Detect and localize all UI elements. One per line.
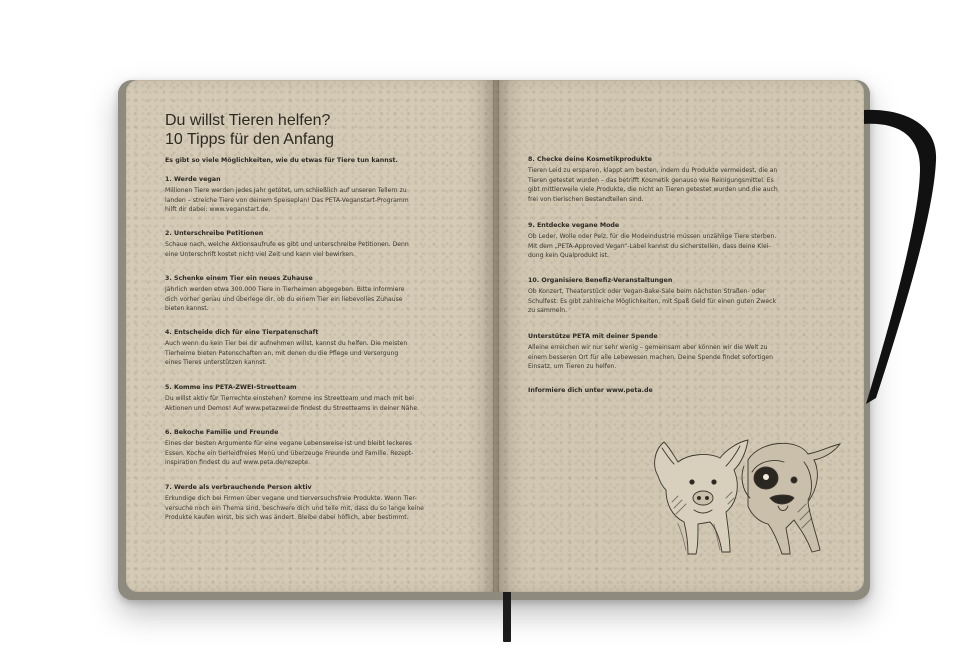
tip-line: Erkundige dich bei Firmen über vegane und tierversuchsfreie Produkte. Wenn Tier- (165, 495, 417, 502)
tip-line: Du willst aktiv für Tierrechte einstehen? Komme ins Streetteam und mach mit bei (165, 395, 414, 402)
tip-heading: 2. Unterschreibe Petitionen (165, 230, 264, 237)
closing-section (528, 386, 812, 396)
tip-heading: 10. Organisiere Benefiz-Veranstaltungen (528, 277, 673, 284)
tip-line: Schulfest: Es gibt zahlreiche Möglichkeiten, mit Spaß Geld für einen guten Zweck (528, 297, 777, 305)
tip-body (528, 232, 812, 261)
tip-body (165, 186, 449, 215)
tip-heading: 5. Komme ins PETA-ZWEI-Streetteam (165, 384, 297, 391)
donation-line: Alleine erreichen wir nur sehr wenig – gemeinsam aber können wir die Welt zu (528, 344, 768, 351)
tip-line: Essen. Koche ein tierleidfreies Menü und überzeuge Freunde und Familie. Rezept- (165, 449, 414, 457)
tip-line: dich vorher genau und überlege dir, ob du einem Tier ein liebevolles Zuhause (165, 295, 403, 303)
tip-line: Jährlich werden etwa 300.000 Tiere in Tierheimen abgegeben. Bitte informiere (165, 286, 405, 293)
tip-line: hilft dir dabei: www.veganstart.de. (165, 206, 271, 214)
tip-line: Millionen Tiere werden jedes Jahr getötet, um schließlich auf unseren Tellern zu (165, 187, 407, 194)
intro-text: Es gibt so viele Möglichkeiten, wie du etwas für Tiere tun kannst. (165, 157, 398, 164)
tip-line: inspiration findest du auf www.peta.de/rezepte. (165, 459, 310, 467)
tip-line: Produkte kaufen wirst, bis sich was ändert. Bleibe dabei höflich, aber bestimmt. (165, 514, 409, 522)
tip-3 (165, 274, 449, 314)
donation-heading: Unterstütze PETA mit deiner Spende (528, 333, 658, 340)
tip-line: Auch wenn du kein Tier bei dir aufnehmen willst, kannst du helfen. Die meisten (165, 340, 408, 347)
tip-body (165, 240, 449, 259)
tip-2 (165, 229, 449, 259)
tip-line: frei von tierischen Bestandteilen sind. (528, 195, 644, 203)
donation-line: Einsatz, um Tieren zu helfen. (528, 363, 617, 371)
tip-8 (528, 155, 812, 204)
tip-heading: 6. Bekoche Familie und Freunde (165, 429, 279, 436)
tip-body (528, 287, 812, 316)
tip-body (165, 494, 449, 523)
tip-line: Ob Leder, Wolle oder Pelz, für die Modeindustrie müssen unzählige Tiere sterben. (528, 233, 777, 240)
title-line-2: 10 Tipps für den Anfang (165, 131, 335, 148)
tip-line: Ob Konzert, Theaterstück oder Vegan-Bake-Sale beim nächsten Straßen- oder (528, 288, 766, 295)
tip-line: eines Tieres unterstützen kannst. (165, 359, 267, 367)
tip-body (165, 339, 449, 368)
title-line-1: Du willst Tieren helfen? (165, 112, 331, 129)
tip-line: versuche noch ein Thema sind, beschwere dich und teile mit, dass du so lange keine (165, 504, 424, 512)
tip-7 (165, 483, 449, 523)
tip-line: Eines der besten Argumente für eine vegane Lebensweise ist und bleibt leckeres (165, 440, 412, 447)
tip-line: zu sammeln. (528, 307, 568, 315)
tip-heading: 9. Entdecke vegane Mode (528, 222, 620, 229)
tip-line: Tieren getestet wurden – das betrifft Kosmetik genauso wie Reinigungsmittel. Es (528, 176, 774, 184)
bookmark-ribbon (503, 592, 511, 642)
tip-line: gibt mittlerweile viele Produkte, die nicht an Tieren getestet wurden und die auch (528, 186, 778, 194)
page-title (165, 111, 465, 149)
tip-6 (165, 428, 449, 468)
tip-body (165, 394, 449, 413)
tip-line: dung kein Qualprodukt ist. (528, 252, 609, 260)
tip-body (165, 285, 449, 314)
tip-10 (528, 276, 812, 316)
tip-line: Aktionen und Demos! Auf www.petazwei.de findest du Streetteams in deiner Nähe. (165, 404, 420, 412)
donation-section (528, 332, 812, 372)
tip-line: Schaue nach, welche Aktionsaufrufe es gibt und unterschreibe Petitionen. Denn (165, 241, 409, 248)
tip-body (528, 166, 812, 204)
tip-line: eine Unterschrift kostet nicht viel Zeit und kann viel bewirken. (165, 250, 355, 258)
tip-line: Tieren Leid zu ersparen, klappt am besten, indem du Produkte vermeidest, die an (528, 167, 778, 174)
tip-heading: 4. Entscheide dich für eine Tierpatenschaft (165, 329, 319, 336)
tip-heading: 1. Werde vegan (165, 176, 221, 183)
tip-line: bieten kannst. (165, 305, 209, 313)
tip-heading: 3. Schenke einem Tier ein neues Zuhause (165, 275, 313, 282)
tip-heading: 7. Werde als verbrauchende Person aktiv (165, 484, 312, 491)
tip-line: Tierheime bieten Patenschaften an, mit denen du die Pflege und Versorgung (165, 349, 399, 357)
donation-body (528, 343, 812, 372)
donation-line: einem besseren Ort für alle Lebewesen machen. Deine Spende findet sofortigen (528, 353, 773, 361)
page-gutter (493, 80, 499, 592)
closing-text: Informiere dich unter www.peta.de (528, 387, 653, 394)
tip-9 (528, 221, 812, 261)
tip-line: landen – streiche Tiere von deinem Speiseplan! Das PETA-Veganstart-Programm (165, 196, 409, 204)
tip-5 (165, 383, 449, 413)
tip-4 (165, 328, 449, 368)
tip-line: Mit dem „PETA-Approved Vegan“-Label kannst du sicherstellen, dass deine Klei- (528, 242, 771, 250)
tip-body (165, 439, 449, 468)
tip-heading: 8. Checke deine Kosmetikprodukte (528, 156, 652, 163)
tip-1 (165, 175, 449, 215)
pig-and-puppy-illustration (648, 432, 844, 564)
